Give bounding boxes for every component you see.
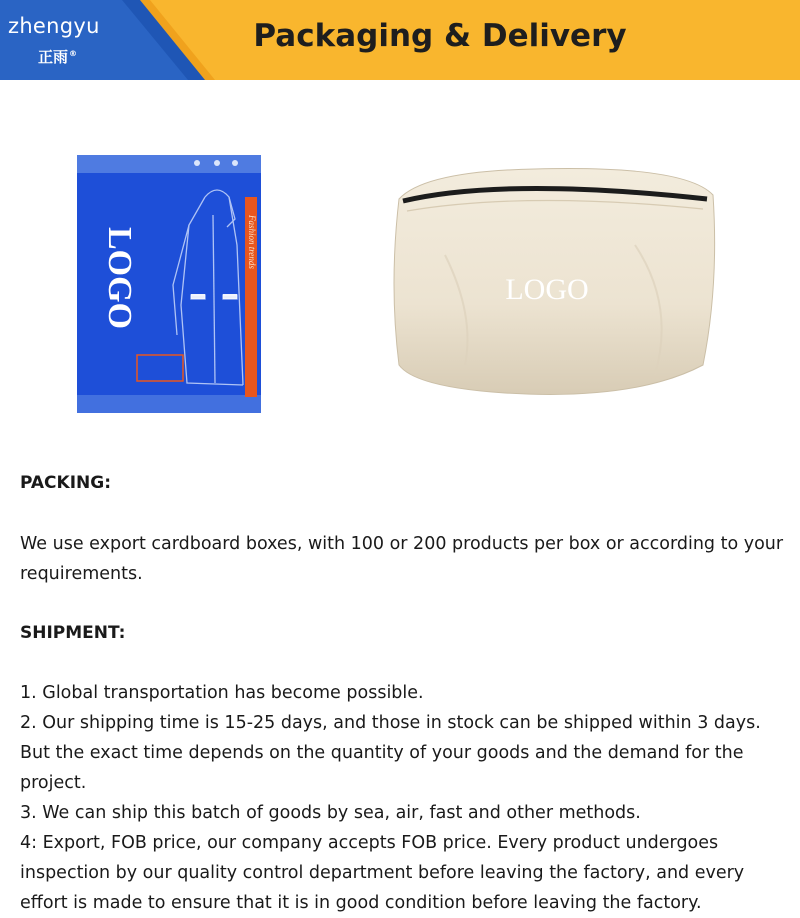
packing-heading: PACKING: (20, 473, 112, 493)
shipment-heading: SHIPMENT: (20, 623, 126, 643)
shipment-item: 3. We can ship this batch of goods by sea, air, fast and other methods. (20, 803, 641, 823)
pouch-logo-text: LOGO (505, 273, 589, 306)
bag-logo-text: LOGO (101, 227, 138, 330)
shipment-item: 4: Export, FOB price, our company accepts FOB price. Every product undergoes inspection by our quality control department before leaving the factory, and every effort is made to ensure that it is in good condition before leaving the factory. (20, 833, 745, 913)
raincoat-package-image (77, 155, 261, 413)
brand-logo-badge (0, 0, 215, 80)
page-title: Packaging & Delivery (253, 18, 627, 54)
shipment-item: 1. Global transportation has become possible. (20, 683, 424, 703)
registered-mark: ® (69, 49, 78, 58)
header-banner (0, 0, 800, 80)
packing-text: We use export cardboard boxes, with 100 or 200 products per box or according to your requirements. (20, 534, 784, 584)
shipment-list (20, 678, 790, 918)
bag-side-text: Fashion trends (247, 215, 257, 269)
shipment-item: 2. Our shipping time is 15-25 days, and those in stock can be shipped within 3 days. But the exact time depends on the quantity of your goods and the demand for the project. (20, 713, 761, 793)
storage-pouch-image (385, 165, 720, 405)
brand-name: zhengyu (8, 14, 100, 38)
brand-chinese-name: 正雨® (38, 48, 78, 66)
